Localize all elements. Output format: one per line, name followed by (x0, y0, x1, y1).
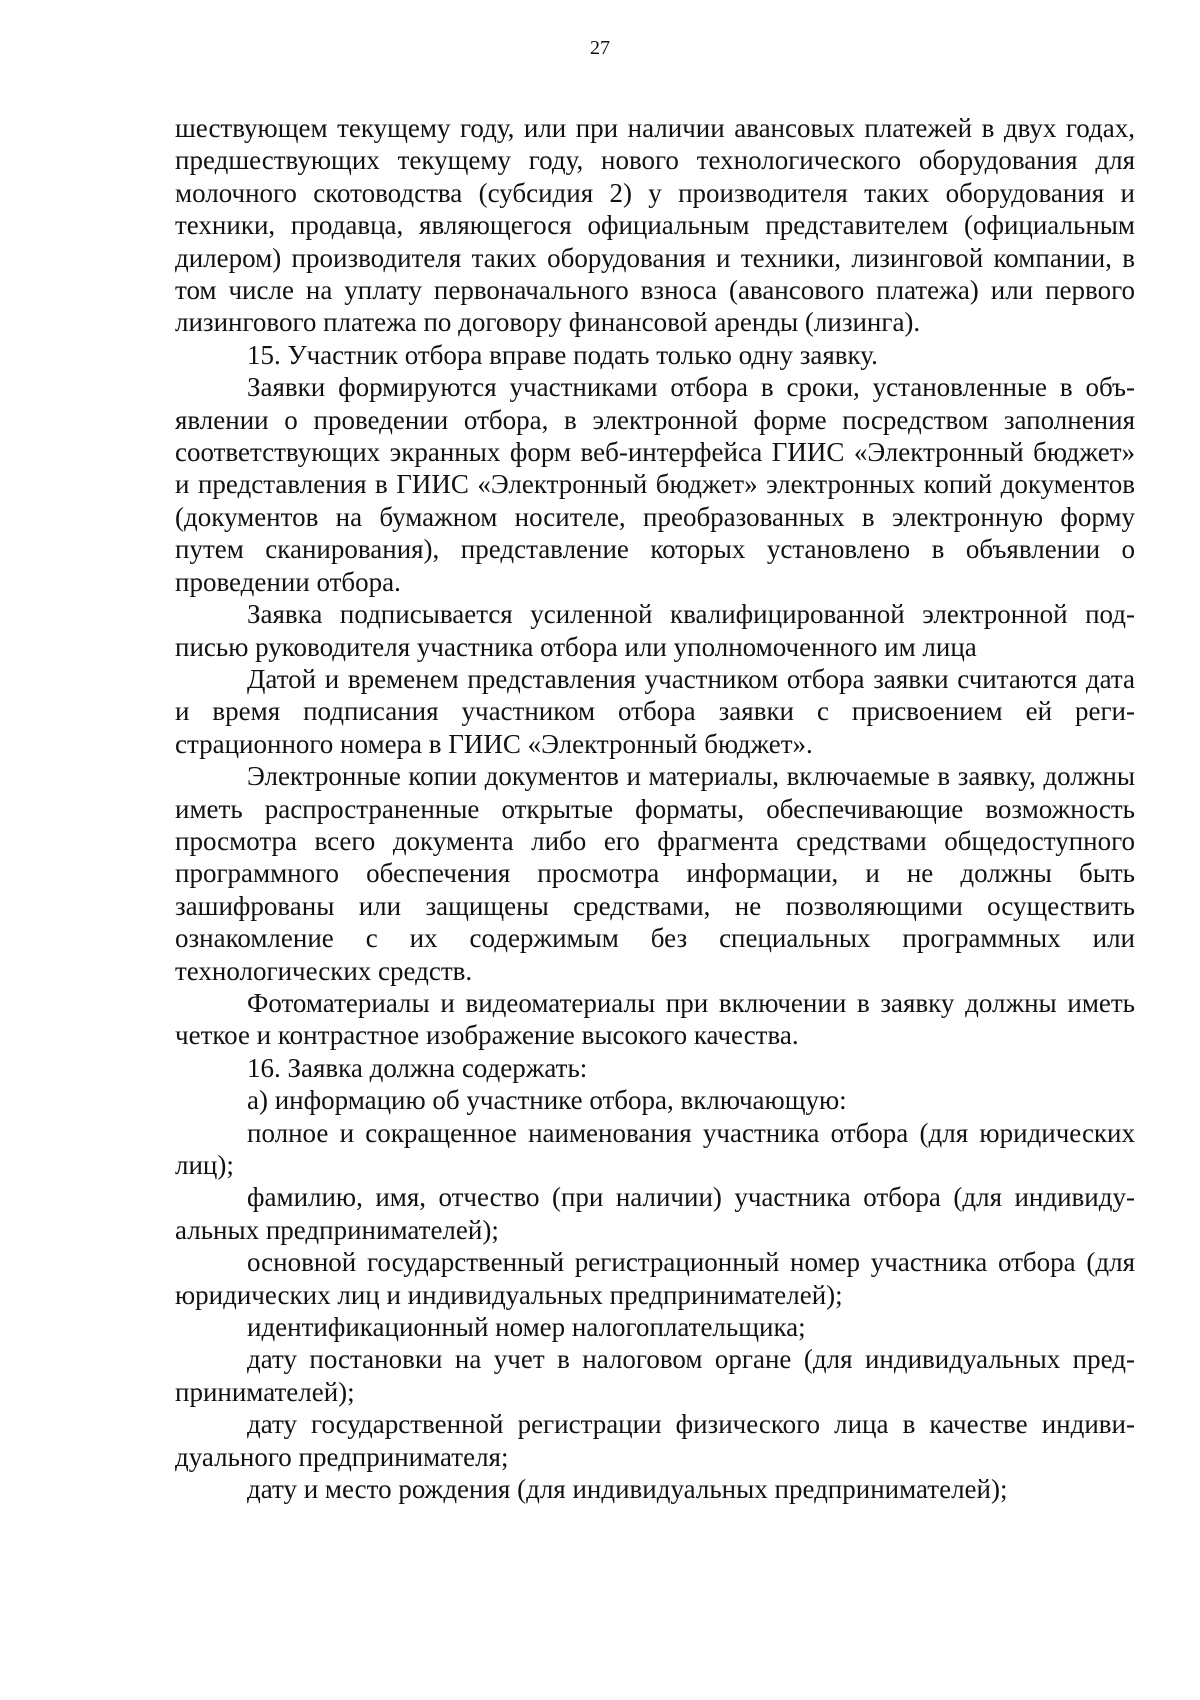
paragraph: Фотоматериалы и видеоматериалы при включении в заявку должны иметь четкое и контрастное изображение высокого качества. (175, 987, 1135, 1051)
document-body (175, 112, 1135, 1505)
list-item: идентификационный номер налогоплательщика; (247, 1312, 806, 1343)
page-number: 27 (590, 37, 610, 59)
list-item: основной государственный регистрационный номер участника отбора (для юридических лиц и индивидуальных предпринимателей); (175, 1247, 1135, 1310)
list-item: дату государственной регистрации физического лица в качестве индивидуального предпринимателя; (175, 1409, 1135, 1472)
paragraph-continuation: шествующем текущему году, или при наличии авансовых платежей в двух годах, предшествующих текущему году, нового технологического оборудования для молочного скотоводства (субсидия 2) у производителя таких оборудования и техники, продавца, являющегося официальным представителем (официальным дилером) производителя таких оборудования и техники, лизинговой компании, в том числе на уплату первоначального взноса (авансового платежа) или первого лизингового платежа по договору финансовой аренды (лизинга). (175, 113, 1135, 338)
subitem-a: а) информацию об участнике отбора, включающую: (247, 1085, 847, 1116)
paragraph-item-15: 15. Участник отбора вправе подать только одну заявку. (247, 339, 878, 370)
list-item: дату постановки на учет в налоговом органе (для индивидуальных предпринимателей); (175, 1344, 1135, 1407)
list-item: полное и сокращенное наименования участника отбора (для юридических лиц); (175, 1117, 1135, 1180)
paragraph: Электронные копии документов и материалы, включаемые в заявку, должны иметь распространенные открытые форматы, обеспечивающие возможность просмотра всего документа либо его фрагмента средствами общедоступного программного обеспечения просмотра информации, и не должны быть зашифрованы или защищены средствами, не позволяющими осуществить ознакомление с их содержимым без специальных программных или технологических средств. (175, 761, 1135, 986)
list-item: фамилию, имя, отчество (при наличии) участника отбора (для индивидуальных предпринимателей); (175, 1182, 1135, 1245)
paragraph-item-16: 16. Заявка должна содержать: (247, 1052, 588, 1083)
list-item: дату и место рождения (для индивидуальных предпринимателей); (247, 1474, 1008, 1505)
paragraph: Заявка подписывается усиленной квалифицированной электронной подписью руководителя участника отбора или уполномоченного им лица (175, 599, 1135, 662)
paragraph: Датой и временем представления участником отбора заявки считаются дата и время подписания участником отбора заявки с присвоением ей регистрационного номера в ГИИС «Электронный бюджет». (175, 663, 1135, 759)
paragraph: Заявки формируются участниками отбора в сроки, установленные в объявлении о проведении отбора, в электронной форме посредством заполнения соответствующих экранных форм веб-интерфейса ГИИС «Электронный бюджет» и представления в ГИИС «Электронный бюджет» электронных копий документов (документов на бумажном носителе, преобразованных в электронную форму путем сканирования), представление которых установлено в объявлении о проведении отбора. (175, 372, 1135, 597)
